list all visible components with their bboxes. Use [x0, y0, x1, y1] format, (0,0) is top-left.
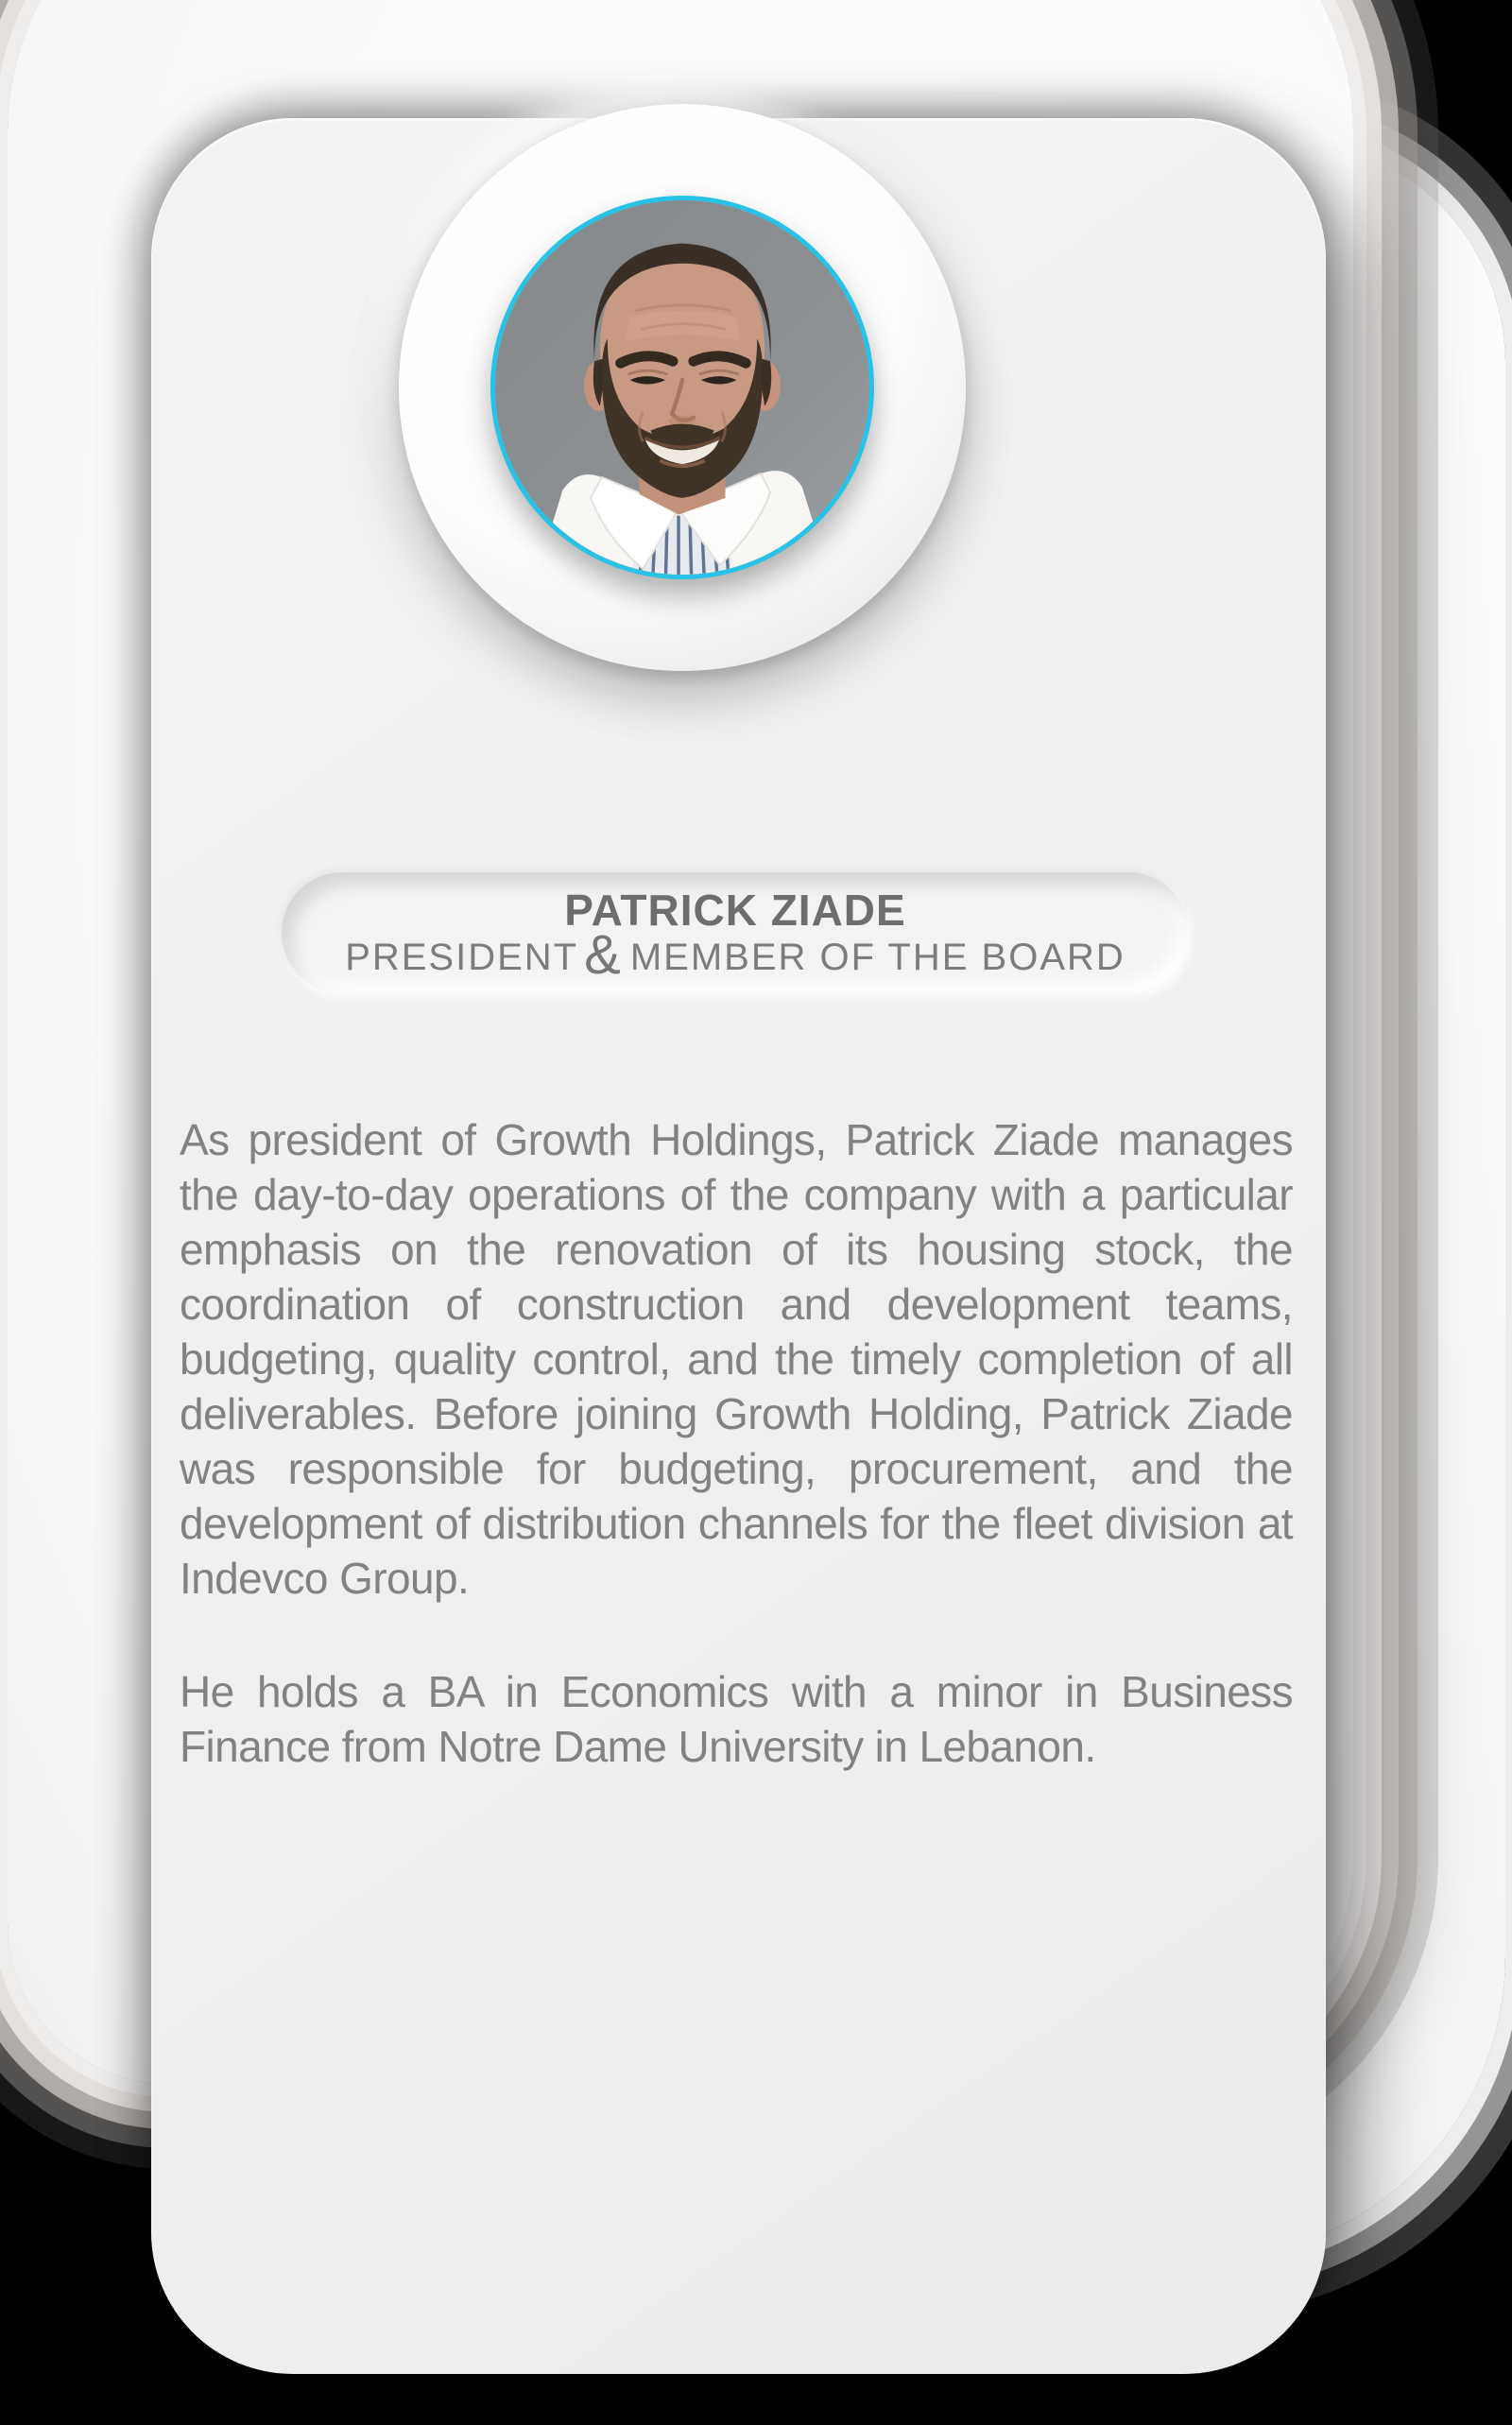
bio-paragraph-2: He holds a BA in Economics with a minor in Business Finance from Notre Dame University in Lebanon.	[180, 1667, 1293, 1771]
profile-card	[151, 118, 1326, 2374]
bio-section	[180, 1112, 1293, 1774]
role-prefix: PRESIDENT	[345, 937, 579, 978]
avatar-disc	[399, 104, 966, 671]
person-name: PATRICK ZIADE	[564, 886, 906, 935]
name-plate	[282, 872, 1189, 993]
avatar	[490, 196, 874, 579]
role-ampersand: &	[584, 924, 621, 986]
role-suffix: MEMBER OF THE BOARD	[629, 937, 1125, 978]
person-role	[345, 924, 1125, 986]
bio-paragraph-1: As president of Growth Holdings, Patrick Ziade manages the day-to-day operations of the company with a particular emphasis on the renovation of its housing stock, the coordination of construction and development teams, budgeting, quality control, and the timely completion of all deliverables. Before joining Growth Holding, Patrick Ziade was responsible for budgeting, procurement, and the development of distribution channels for the fleet division at Indevco Group.	[180, 1115, 1293, 1603]
portrait-photo-icon	[495, 200, 869, 575]
